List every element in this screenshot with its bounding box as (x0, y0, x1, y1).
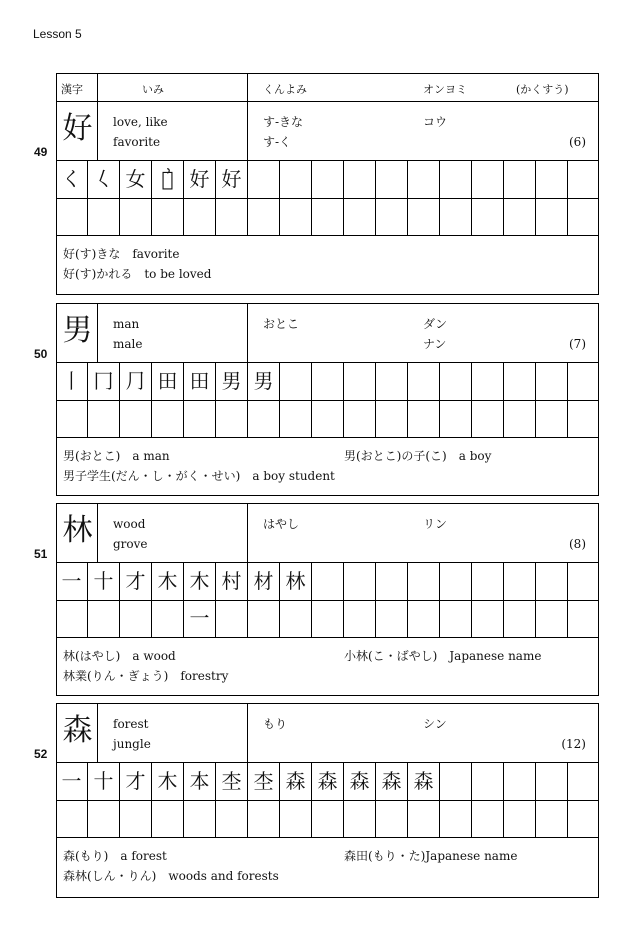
reading-divider (247, 102, 248, 160)
meaning-line: favorite (113, 135, 161, 149)
kunyomi (263, 714, 287, 734)
kunyomi-line: おとこ (263, 317, 300, 331)
stroke-cell: 村 (216, 563, 248, 600)
stroke-cell (472, 563, 504, 600)
kanji-character: 森 (62, 713, 93, 748)
example-right: 小林(こ・ばやし) Japanese name (344, 649, 542, 663)
practice-cell (280, 801, 312, 838)
stroke-cell: 冂 (88, 363, 120, 400)
meanings (113, 112, 168, 152)
onyomi-line: リン (423, 517, 448, 531)
header-strokes: (かくすう) (516, 83, 569, 96)
practice-cell (248, 801, 280, 838)
example-left: 森(もり) a forest (63, 849, 167, 863)
onyomi-line: コウ (423, 115, 448, 129)
stroke-order-grid (57, 762, 598, 838)
onyomi (423, 112, 447, 132)
header-divider (247, 74, 248, 102)
practice-cell (56, 401, 88, 438)
practice-cell (56, 801, 88, 838)
example-left: 林(はやし) a wood (63, 649, 176, 663)
stroke-count: (7) (569, 337, 586, 351)
example-left: 好(す)かれる to be loved (63, 267, 212, 281)
stroke-cell (568, 763, 598, 800)
practice-cell (568, 199, 598, 236)
practice-cell (88, 199, 120, 236)
practice-cell (472, 601, 504, 638)
stroke-cell: 木 (152, 563, 184, 600)
meaning-line: forest (113, 717, 149, 731)
stroke-cell (504, 161, 536, 198)
stroke-cell: 才 (120, 563, 152, 600)
meaning-line: man (113, 317, 140, 331)
example-row (63, 866, 593, 886)
kanji-character: 男 (62, 313, 93, 348)
practice-cell (408, 199, 440, 236)
practice-cell (152, 401, 184, 438)
header-kanji: 漢字 (61, 83, 83, 96)
entry-number: 51 (34, 547, 48, 561)
onyomi-line: シン (423, 717, 447, 731)
stroke-cell (312, 563, 344, 600)
stroke-cell: 十 (88, 763, 120, 800)
stroke-cell: 森 (344, 763, 376, 800)
practice-cell (216, 801, 248, 838)
stroke-cell: 森 (312, 763, 344, 800)
practice-cell (504, 601, 536, 638)
stroke-cell: 森 (408, 763, 440, 800)
stroke-cell (504, 763, 536, 800)
practice-cell (344, 801, 376, 838)
stroke-cell (440, 563, 472, 600)
stroke-cell (440, 363, 472, 400)
practice-cell (408, 401, 440, 438)
stroke-cell: 女 (120, 161, 152, 198)
table-header (57, 74, 598, 102)
entry-number: 49 (34, 145, 48, 159)
header-divider (97, 74, 98, 102)
stroke-cell (280, 161, 312, 198)
example-left: 森林(しん・りん) woods and forests (63, 869, 279, 883)
stroke-cell: 一 (56, 763, 88, 800)
stroke-order-grid (57, 362, 598, 438)
stroke-cell: 本 (184, 763, 216, 800)
example-left: 男子学生(だん・し・がく・せい) a boy student (63, 469, 335, 483)
lesson-label: Lesson 5 (33, 27, 82, 41)
practice-cell (376, 401, 408, 438)
practice-cell (408, 801, 440, 838)
examples (63, 244, 593, 284)
practice-cell (408, 601, 440, 638)
practice-cell (440, 199, 472, 236)
stroke-cell (472, 161, 504, 198)
stroke-cell (312, 161, 344, 198)
reading-divider (247, 304, 248, 362)
practice-cell (472, 199, 504, 236)
practice-cell (248, 601, 280, 638)
stroke-cell (408, 563, 440, 600)
example-row (63, 244, 593, 264)
stroke-cell: 男 (216, 363, 248, 400)
stroke-cell: 一 (56, 563, 88, 600)
stroke-cell (472, 763, 504, 800)
practice-cell (280, 601, 312, 638)
practice-cell (280, 199, 312, 236)
kunyomi-line: はやし (263, 517, 300, 531)
practice-cell (312, 401, 344, 438)
meaning-line: wood (113, 517, 146, 531)
stroke-cell: 森 (280, 763, 312, 800)
kanji-card (56, 703, 599, 898)
practice-cell (536, 801, 568, 838)
stroke-order-grid (57, 562, 598, 638)
stroke-cell (568, 563, 598, 600)
stroke-cell: 男 (248, 363, 280, 400)
practice-cell (120, 199, 152, 236)
practice-cell (568, 801, 598, 838)
practice-row (57, 198, 598, 236)
example-right: 男(おとこ)の子(こ) a boy (344, 449, 492, 463)
kunyomi (263, 112, 303, 152)
kanji-card (56, 503, 599, 696)
stroke-cell (376, 161, 408, 198)
examples (63, 846, 593, 886)
stroke-cell (248, 161, 280, 198)
example-row (63, 446, 593, 466)
stroke-cell: 田 (184, 363, 216, 400)
stroke-cell (376, 563, 408, 600)
practice-cell (344, 199, 376, 236)
practice-cell (120, 801, 152, 838)
stroke-cell (344, 161, 376, 198)
practice-cell (440, 801, 472, 838)
stroke-cell (536, 763, 568, 800)
example-left: 林業(りん・ぎょう) forestry (63, 669, 229, 683)
onyomi (423, 314, 447, 354)
stroke-cell (344, 563, 376, 600)
kanji-character: 林 (62, 513, 93, 548)
example-row (63, 264, 593, 284)
stroke-cell: 田 (152, 363, 184, 400)
header-onyomi: オンヨミ (423, 83, 467, 96)
practice-cell (120, 601, 152, 638)
practice-cell (184, 199, 216, 236)
stroke-cell (408, 161, 440, 198)
stroke-cell (280, 363, 312, 400)
stroke-cell: 十 (88, 563, 120, 600)
practice-cell (216, 401, 248, 438)
stroke-cell (440, 161, 472, 198)
practice-row (57, 800, 598, 838)
stroke-count: (8) (569, 537, 586, 551)
practice-cell (312, 601, 344, 638)
examples (63, 446, 593, 486)
practice-cell (248, 401, 280, 438)
practice-cell (184, 601, 216, 638)
practice-cell (440, 601, 472, 638)
stroke-cell (408, 363, 440, 400)
practice-cell (216, 199, 248, 236)
practice-cell (184, 801, 216, 838)
practice-cell (152, 199, 184, 236)
example-row (63, 846, 593, 866)
meaning-line: jungle (113, 737, 151, 751)
entry-number: 50 (34, 347, 48, 361)
practice-cell (568, 401, 598, 438)
practice-cell (440, 401, 472, 438)
example-right: 森田(もり・た)Japanese name (344, 849, 518, 863)
onyomi-line: ナン (423, 337, 447, 351)
reading-divider (247, 704, 248, 762)
kunyomi-line: す-く (263, 135, 292, 149)
stroke-count: (6) (569, 135, 586, 149)
stroke-cell (568, 161, 598, 198)
stroke-count: (12) (561, 737, 586, 751)
practice-cell (312, 199, 344, 236)
entry-number: 52 (34, 747, 48, 761)
kanji-character: 好 (62, 111, 93, 146)
practice-cell (536, 199, 568, 236)
practice-cell (536, 401, 568, 438)
practice-cell (472, 401, 504, 438)
stroke-cell: 杢 (216, 763, 248, 800)
practice-cell (88, 801, 120, 838)
practice-cell (312, 801, 344, 838)
practice-cell (120, 401, 152, 438)
practice-cell (376, 801, 408, 838)
stroke-cell (344, 363, 376, 400)
stroke-cell: 丨 (56, 363, 88, 400)
stroke-cell (536, 563, 568, 600)
stroke-cell (376, 363, 408, 400)
meaning-line: love, like (113, 115, 168, 129)
stroke-cell: 木一 (184, 563, 216, 600)
stroke-cell (472, 363, 504, 400)
practice-cell (504, 401, 536, 438)
onyomi (423, 714, 447, 734)
practice-cell (152, 801, 184, 838)
kanji-card (56, 303, 599, 496)
practice-cell (504, 199, 536, 236)
stroke-cell: 好 (216, 161, 248, 198)
kanji-card (56, 73, 599, 295)
stroke-cell: 木 (152, 763, 184, 800)
stroke-cell: く (56, 161, 88, 198)
practice-cell (504, 801, 536, 838)
onyomi-line: ダン (423, 317, 448, 331)
practice-cell (88, 401, 120, 438)
stroke-cell (312, 363, 344, 400)
practice-row (57, 600, 598, 638)
practice-cell (376, 601, 408, 638)
practice-cell (280, 401, 312, 438)
kunyomi-line: す-きな (263, 115, 304, 129)
stroke-cell: 𡿨 (88, 161, 120, 198)
practice-cell (536, 601, 568, 638)
kunyomi (263, 514, 299, 534)
stroke-cell: 材 (248, 563, 280, 600)
practice-cell (248, 199, 280, 236)
stroke-order-grid (57, 160, 598, 236)
practice-cell (216, 601, 248, 638)
stroke-cell: ⺆ (120, 363, 152, 400)
stroke-cell: 女͗ (152, 161, 184, 198)
meaning-line: male (113, 337, 143, 351)
stroke-cell (536, 363, 568, 400)
example-left: 男(おとこ) a man (63, 449, 170, 463)
reading-divider (247, 504, 248, 562)
example-left: 好(す)きな favorite (63, 247, 180, 261)
header-kunyomi: くんよみ (263, 83, 307, 96)
practice-cell (344, 401, 376, 438)
meanings (113, 514, 148, 554)
example-row (63, 646, 593, 666)
practice-cell (184, 401, 216, 438)
stroke-cell: 森 (376, 763, 408, 800)
meanings (113, 314, 142, 354)
example-row (63, 466, 593, 486)
kunyomi-line: もり (263, 717, 288, 731)
meanings (113, 714, 151, 754)
practice-cell (56, 199, 88, 236)
stroke-cell: 杢 (248, 763, 280, 800)
stroke-cell (504, 363, 536, 400)
stroke-cell (536, 161, 568, 198)
stroke-cell (568, 363, 598, 400)
practice-cell (152, 601, 184, 638)
example-row (63, 666, 593, 686)
stroke-cell: 林 (280, 563, 312, 600)
onyomi (423, 514, 447, 534)
stroke-cell: 好 (184, 161, 216, 198)
kunyomi (263, 314, 299, 334)
practice-row (57, 400, 598, 438)
practice-cell (56, 601, 88, 638)
practice-cell (376, 199, 408, 236)
stroke-cell (440, 763, 472, 800)
meaning-line: grove (113, 537, 148, 551)
practice-cell (344, 601, 376, 638)
examples (63, 646, 593, 686)
practice-cell (88, 601, 120, 638)
header-meaning: いみ (142, 83, 164, 96)
practice-cell (568, 601, 598, 638)
practice-cell (472, 801, 504, 838)
stroke-cell (504, 563, 536, 600)
stroke-cell: 才 (120, 763, 152, 800)
